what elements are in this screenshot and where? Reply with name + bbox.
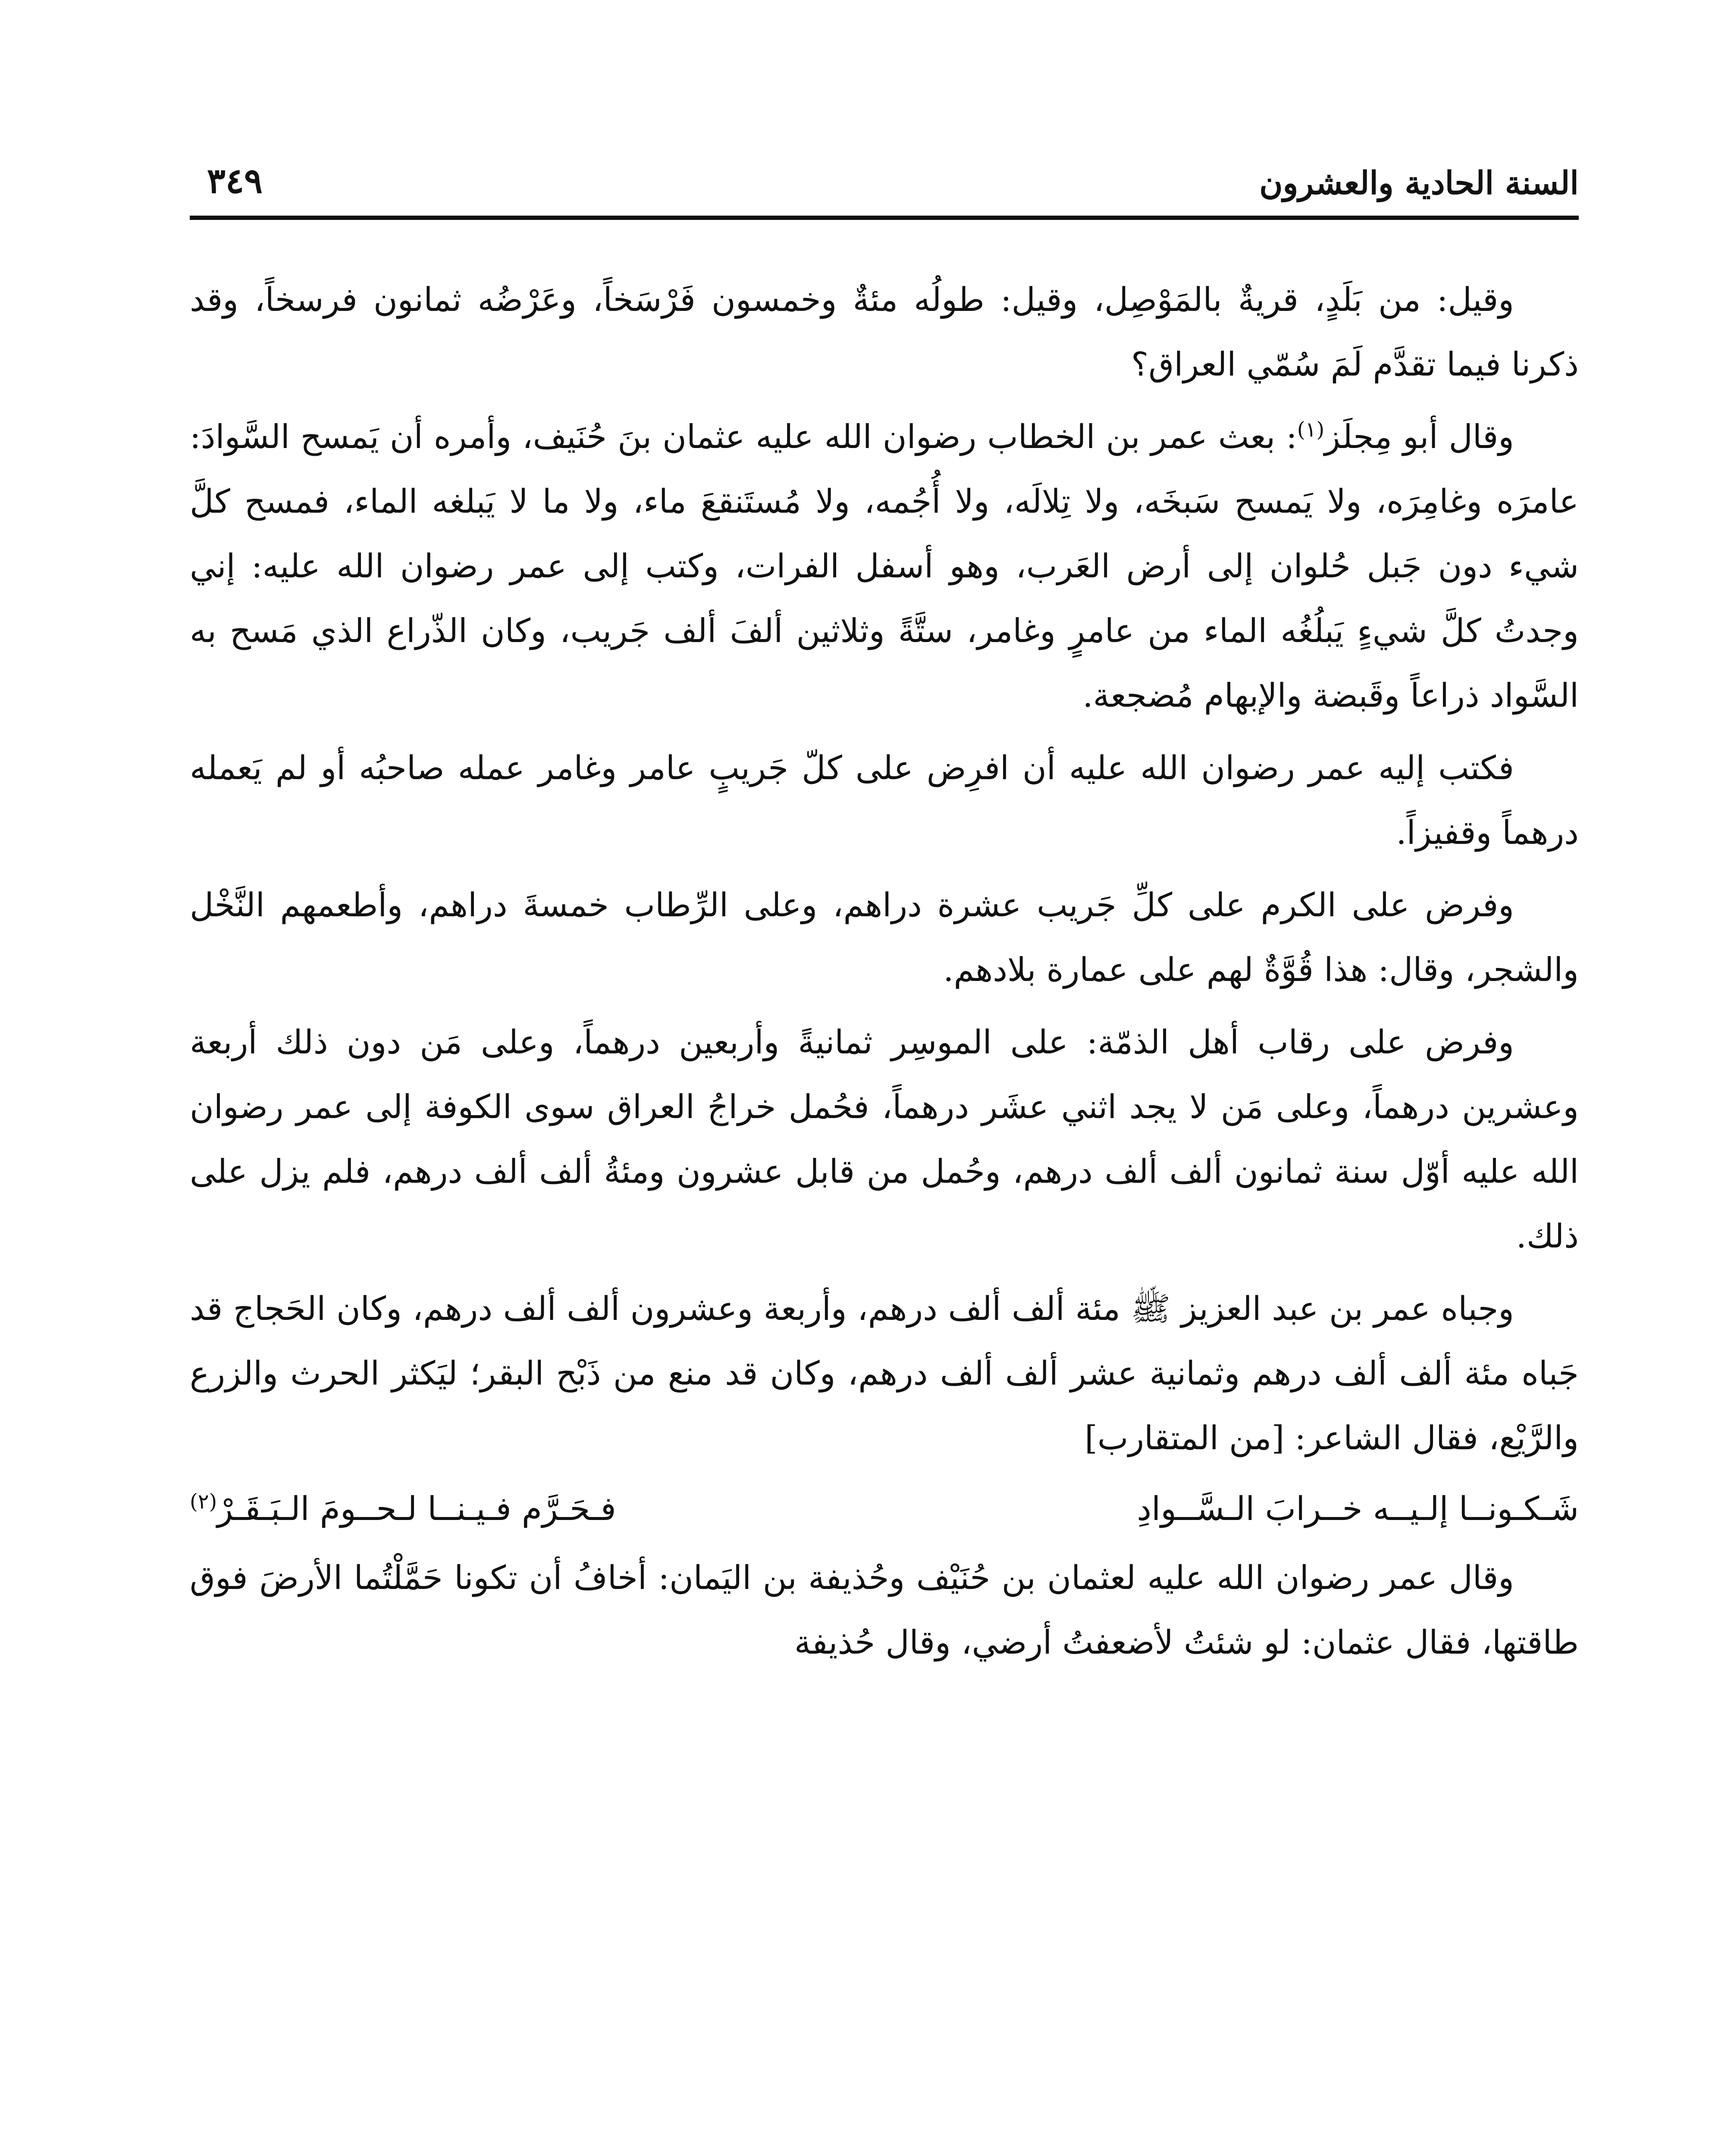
paragraph-3: فكتب إليه عمر رضوان الله عليه أن افرِض على كلّ جَريبٍ عامر وغامر عمله صاحبُه أو لم يَعمله درهماً وقفيزاً. [190, 749, 1579, 852]
verse-second-hemistich [190, 1476, 616, 1541]
paragraph-6: وجباه عمر بن عبد العزيز ﷺ مئة ألف ألف درهم، وأربعة وعشرون ألف ألف درهم، وكان الحَجاج قد جَباه مئة ألف ألف درهم وثمانية عشر ألف ألف درهم، وكان قد منع من ذَبْح البقر؛ ليَكثر الحرث والزرع والرَّيْع، فقال الشاعر: [من المتقارب] [190, 1289, 1579, 1457]
paragraph-2-rest: : بعث عمر بن الخطاب رضوان الله عليه عثمان بنَ حُنَيف، وأمره أن يَمسح السَّوادَ: عامرَه وغامِرَه، ولا يَمسح سَبخَه، ولا تِلالَه، ولا أُجُمه، ولا مُستَنقعَ ماء، ولا ما لا يَبلغه الماء، فمسح كلَّ شيء دون جَبل حُلوان إلى أرض العَرب، وهو أسفل الفرات، وكتب إلى عمر رضوان الله عليه: إني وجدتُ كلَّ شيءٍ يَبلُغُه الماء من عامرٍ وغامر، ستَّةً وثلاثين ألفَ ألف جَريب، وكان الذّراع الذي مَسح به السَّواد ذراعاً وقَبضة والإبهام مُضجعة. [190, 417, 1579, 714]
header-rule [190, 216, 1579, 220]
poetry-verse [190, 1476, 1579, 1541]
verse-first-hemistich: شَـكـونــا إلـيــه خــرابَ الـسَّــوادِ [1137, 1489, 1579, 1528]
page-number: ٣٤٩ [207, 160, 263, 201]
footnote-mark-1: (١) [1297, 417, 1325, 442]
paragraph-4: وفرض على الكرم على كلِّ جَريب عشرة دراهم، وعلى الرِّطاب خمسةَ دراهم، وأطعمهم النَّخْل والشجر، وقال: هذا قُوَّةٌ لهم على عمارة بلادهم. [190, 886, 1579, 989]
paragraph-7: وقال عمر رضوان الله عليه لعثمان بن حُنَيْف وحُذيفة بن اليَمان: أخافُ أن تكونا حَمَّلْتُما الأرضَ فوق طاقتها، فقال عثمان: لو شئتُ لأضعفتُ أرضي، وقال حُذيفة [190, 1558, 1579, 1661]
paragraph-2-start: وقال أبو مِجلَز [1324, 417, 1514, 456]
running-title: السنة الحادية والعشرون [1259, 165, 1579, 202]
page-header [190, 160, 1579, 220]
verse-second-text: فـحَـرَّم فـيـنــا لـحــومَ الـبَـقَـرْ [217, 1489, 616, 1528]
footnote-mark-2: (٢) [190, 1489, 217, 1514]
body-text [190, 267, 1579, 1681]
paragraph-2 [190, 404, 1579, 728]
paragraph-5: وفرض على رقاب أهل الذمّة: على الموسِر ثمانيةً وأربعين درهماً، وعلى مَن دون ذلك أربعة وعشرين درهماً، وعلى مَن لا يجد اثني عشَر درهماً، فحُمل خراجُ العراق سوى الكوفة إلى عمر رضوان الله عليه أوّل سنة ثمانون ألف ألف درهم، وحُمل من قابل عشرون ومئةُ ألف ألف درهم، فلم يزل على ذلك. [190, 1023, 1579, 1255]
paragraph-1: وقيل: من بَلَدٍ، قريةٌ بالمَوْصِل، وقيل: طولُه مئةٌ وخمسون فَرْسَخاً، وعَرْضُه ثمانون فرسخاً، وقد ذكرنا فيما تقدَّم لَمَ سُمّي العراق؟ [190, 280, 1579, 383]
